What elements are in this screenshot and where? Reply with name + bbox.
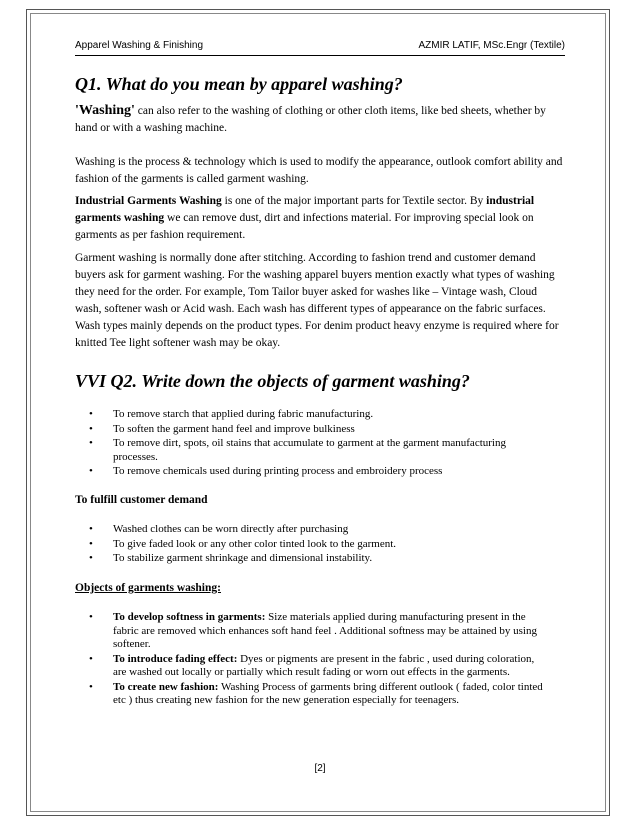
objects-list-2 (89, 523, 549, 567)
bullet: • (89, 652, 93, 665)
list-item: • To stabilize garment shrinkage and dimensional instability. (89, 552, 373, 564)
header-right: AZMIR LATIF, MSc.Engr (Textile) (418, 40, 565, 51)
page-number: [2] (314, 763, 326, 774)
bullet: • (89, 408, 93, 420)
q1-p3-mid: is one of the major important parts for Textile sector. By (221, 195, 487, 207)
bullet: • (89, 611, 93, 623)
list-item: • To introduce fading effect: Dyes or pigments are present in the fabric , used during coloration, are washed out locally or partially which result fading or worn out effects in the garments. (89, 652, 535, 678)
q1-p1-lead: 'Washing' (75, 103, 135, 118)
q1-heading: Q1. What do you mean by apparel washing? (75, 74, 403, 94)
q1-p3-rest: we can remove dust, dirt and infections material. For improving special look on garments as per fashion requirement. (75, 212, 534, 241)
list-item: • To remove chemicals used during printing process and embroidery process (89, 465, 443, 477)
bullet: • (89, 422, 93, 435)
list-item: • To create new fashion: Washing Process of garments bring different outlook ( faded, color tinted etc ) thus creating new fashion for the new generation especially for teenagers. (89, 680, 543, 706)
q1-p1-rest: can also refer to the washing of clothing or other cloth items, like bed sheets, whether by hand or with a washing machine. (75, 105, 546, 134)
header-left: Apparel Washing & Finishing (75, 40, 204, 51)
bullet: • (89, 537, 93, 550)
q1-paragraph-4: Garment washing is normally done after stitching. According to fashion trend and customer demand buyers ask for garment washing. For the washing apparel buyers mention exactly what types of washing they need for the order. For example, Tom Tailor buyer asked for washes like – Vintage wash, Cloud wash, softener wash or Acid wash. Each wash has different types of appearance on the fabric surfaces. Wash types mainly depends on the product types. For denim product heavy enzyme is required where for knitted Tee light softener wash may be okay. (75, 252, 559, 349)
list-item: • To remove starch that applied during fabric manufacturing. (89, 408, 374, 420)
bullet: • (89, 437, 93, 449)
list-item: • To remove dirt, spots, oil stains that accumulate to garment at the garment manufacturing processes. (89, 437, 506, 463)
bullet: • (89, 465, 93, 477)
q1-p3-bold: industrial garments washing (75, 195, 535, 224)
q1-p3-lead: Industrial Garments Washing (75, 195, 222, 207)
list-item: • Washed clothes can be worn directly after purchasing (89, 523, 349, 535)
q1-paragraph-2: Washing is the process & technology which is used to modify the appearance, outlook comfort ability and fashion of the garments is called garment washing. (75, 156, 563, 185)
bullet: • (89, 680, 93, 693)
q1-paragraph-1 (75, 102, 565, 137)
q2-heading: VVI Q2. Write down the objects of garment washing? (75, 371, 470, 391)
subheading-customer-demand: To fulfill customer demand (75, 494, 208, 506)
objects-list-3 (89, 611, 549, 709)
bullet: • (89, 552, 93, 564)
objects-list-1 (89, 408, 549, 480)
subheading-objects: Objects of garments washing: (75, 582, 221, 594)
bullet: • (89, 523, 93, 535)
list-item: • To soften the garment hand feel and improve bulkiness (89, 422, 355, 435)
list-item: • To develop softness in garments: Size materials applied during manufacturing present in the fabric are removed which enhances soft hand feel . Additional softness may be attained by using softener. (89, 611, 537, 650)
list-item: • To give faded look or any other color tinted look to the garment. (89, 537, 397, 550)
q1-paragraph-3 (75, 193, 565, 244)
header-rule (75, 55, 565, 56)
